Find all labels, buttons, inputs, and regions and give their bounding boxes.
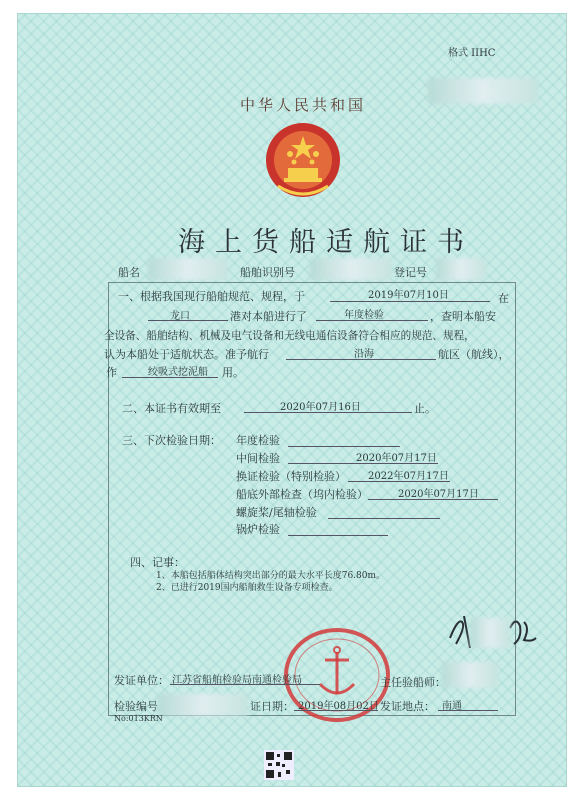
s1-line4-suffix: 航区（航线）， — [438, 348, 510, 361]
s2-prefix: 二、本证书有效期至 — [122, 402, 221, 415]
s4-heading: 四、记事： — [130, 556, 185, 569]
redacted-ship-name — [148, 258, 228, 280]
s3-item-value: 2020年07月17日 — [356, 453, 437, 464]
inspection-no-label: 检验编号 — [114, 700, 158, 713]
s1-line5-suffix: 用。 — [222, 366, 244, 379]
redacted-inspector — [442, 662, 498, 688]
issuer-label: 发证单位： — [114, 674, 169, 687]
s3-heading: 三、下次检验日期： — [122, 434, 221, 447]
s1-area: 沿海 — [354, 349, 374, 360]
s1-line4-prefix: 认为本船处于适航状态。准予航行 — [104, 348, 269, 361]
reg-no-label: 登记号 — [394, 266, 427, 279]
s2-suffix: 止。 — [414, 402, 436, 415]
country-name: 中华人民共和国 — [240, 96, 367, 114]
place-label: 发证地点： — [380, 700, 435, 713]
s3-item-label: 换证检验（特别检验） — [236, 470, 346, 483]
issue-place: 南通 — [442, 701, 462, 712]
qr-code-icon — [264, 750, 294, 780]
certificate-title: 海上货船适航证书 — [178, 227, 474, 258]
s4-note: 2、已进行2019国内船舶救生设备专项检查。 — [156, 583, 338, 593]
s1-line3: 全设备、船舶结构、机械及电气设备和无线电通信设备符合相应的规范、规程， — [104, 330, 475, 342]
s3-item-label: 中间检验 — [236, 452, 280, 465]
redacted-top-right — [428, 78, 538, 104]
serial-number: No:013KRN — [114, 714, 163, 723]
s1-line2-suffix: ，查明本船安 — [430, 310, 496, 323]
s3-item-value: 2022年07月17日 — [368, 471, 449, 482]
s3-item-label: 锅炉检验 — [236, 523, 280, 536]
s2-valid-until: 2020年07月16日 — [280, 402, 361, 413]
s1-line1-date: 2019年07月10日 — [368, 290, 449, 301]
redacted-signature — [470, 618, 510, 648]
s1-line1-suffix: 在 — [498, 292, 509, 305]
s3-item-value: 2020年07月17日 — [398, 489, 479, 500]
national-emblem-icon — [264, 118, 342, 202]
s1-inspection-type: 年度检验 — [344, 310, 384, 321]
s1-line5-prefix: 作 — [106, 366, 117, 379]
s1-line2-mid: 港对本船进行了 — [230, 310, 307, 323]
s1-place: 龙口 — [170, 311, 190, 322]
redacted-ship-id — [310, 258, 392, 280]
s3-item-label: 螺旋桨/尾轴检验 — [236, 506, 317, 519]
s1-usage: 绞吸式挖泥船 — [148, 367, 208, 378]
issue-date: 2019年08月02日 — [298, 701, 379, 712]
redacted-inspection-no — [158, 694, 248, 716]
format-label: 格式 IIHC — [448, 48, 496, 59]
certificate-paper — [18, 14, 566, 786]
redacted-reg-no — [436, 258, 486, 280]
inspector-label: 主任验船师： — [380, 676, 446, 689]
issue-date-label: 证日期： — [250, 700, 294, 713]
s4-note: 1、本船包括船体结构突出部分的最大水平长度76.80m。 — [156, 571, 386, 581]
s3-item-label: 年度检验 — [236, 434, 280, 447]
ship-id-label: 船舶识别号 — [240, 266, 295, 279]
issuer-name: 江苏省船舶检验局南通检验局 — [172, 675, 302, 686]
s1-line1-prefix: 一、根据我国现行船舶规范、规程，于 — [118, 290, 305, 303]
ship-name-label: 船名 — [118, 266, 140, 279]
s3-item-label: 船底外部检查（坞内检验） — [236, 488, 368, 501]
